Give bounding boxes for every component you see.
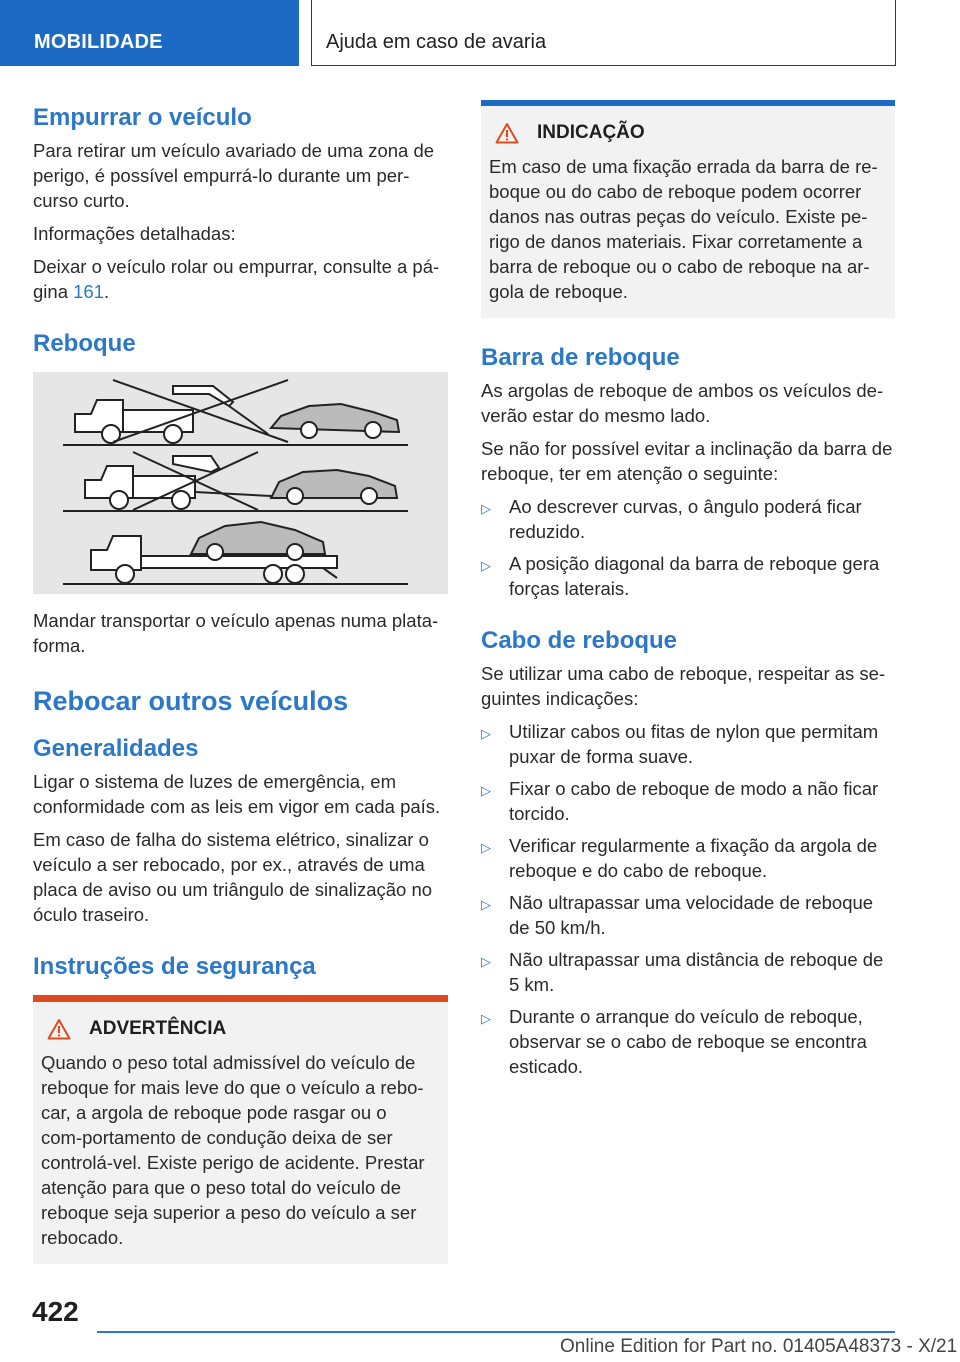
warning-box	[33, 995, 448, 1264]
list-item-text: A posição diagonal da barra de reboque gera forças laterais.	[509, 553, 880, 599]
list-item-text: Durante o arranque do veículo de reboque, observar se o cabo de reboque se encontra esticado.	[509, 1006, 867, 1077]
list-item-text: Fixar o cabo de reboque de modo a não ficar torcido.	[509, 778, 879, 824]
list-item-text: Não ultrapassar uma distância de reboque de 5 km.	[509, 949, 884, 995]
footer-edition: Online Edition for Part no. 01405A48373 - X/21	[560, 1336, 958, 1357]
tow-bar-paragraph-1: As argolas de reboque de ambos os veículos de-verão estar do mesmo lado.	[481, 380, 884, 426]
warning-title: ADVERTÊNCIA	[89, 1018, 227, 1039]
tow-cable-list	[481, 719, 895, 1079]
right-column	[481, 100, 895, 1089]
list-item	[481, 890, 895, 940]
list-item	[481, 494, 895, 544]
triangle-bullet-icon: ▷	[481, 558, 491, 573]
tow-bar-list	[481, 494, 895, 601]
heading-tow-bar: Barra de reboque	[481, 344, 680, 371]
notice-header	[489, 106, 879, 154]
triangle-bullet-icon: ▷	[481, 783, 491, 798]
push-paragraph-1: Para retirar um veículo avariado de uma zona de perigo, é possível empurrá-lo durante um per-curso curto.	[33, 140, 435, 211]
list-item	[481, 947, 895, 997]
heading-general: Generalidades	[33, 735, 199, 762]
heading-safety-instructions: Instruções de segurança	[33, 953, 316, 980]
tow-bar-paragraph-2: Se não for possível evitar a inclinação da barra de reboque, ter em atenção o seguinte:	[481, 438, 893, 484]
triangle-bullet-icon: ▷	[481, 726, 491, 741]
list-item	[481, 551, 895, 601]
heading-tow-cable: Cabo de reboque	[481, 627, 678, 654]
list-item-text: Ao descrever curvas, o ângulo poderá ficar reduzido.	[509, 496, 862, 542]
list-item-text: Não ultrapassar uma velocidade de reboque de 50 km/h.	[509, 892, 874, 938]
triangle-bullet-icon: ▷	[481, 897, 491, 912]
notice-box	[481, 100, 895, 318]
general-paragraph-2: Em caso de falha do sistema elétrico, sinalizar o veículo a ser rebocado, por ex., através de uma placa de aviso ou um triângulo de sinalização no óculo traseiro.	[33, 829, 433, 925]
heading-push-vehicle: Empurrar o veículo	[33, 104, 252, 131]
heading-towing: Reboque	[33, 330, 136, 357]
push-paragraph-3-end: .	[104, 281, 110, 302]
section-tab: MOBILIDADE	[0, 0, 299, 66]
triangle-bullet-icon: ▷	[481, 1011, 491, 1026]
towing-illustration-svg	[33, 372, 448, 594]
warning-header	[41, 1002, 432, 1050]
notice-title: INDICAÇÃO	[537, 122, 645, 143]
push-paragraph-3	[33, 254, 448, 304]
list-item	[481, 719, 895, 769]
triangle-bullet-icon: ▷	[481, 501, 491, 516]
page-header	[0, 0, 960, 66]
towing-caption: Mandar transportar o veículo apenas numa plata-forma.	[33, 610, 439, 656]
list-item	[481, 776, 895, 826]
triangle-bullet-icon: ▷	[481, 840, 491, 855]
list-item	[481, 833, 895, 883]
push-paragraph-2: Informações detalhadas:	[33, 223, 236, 244]
list-item-text: Verificar regularmente a fixação da argola de reboque e do cabo de reboque.	[509, 835, 878, 881]
list-item-text: Utilizar cabos ou fitas de nylon que permitam puxar de forma suave.	[509, 721, 879, 767]
general-paragraph-1: Ligar o sistema de luzes de emergência, em conformidade com as leis em vigor em cada país.	[33, 771, 441, 817]
footer-divider	[97, 1331, 895, 1333]
chapter-title: Ajuda em caso de avaria	[326, 31, 547, 53]
page-number: 422	[32, 1296, 79, 1327]
triangle-bullet-icon: ▷	[481, 954, 491, 969]
list-item	[481, 1004, 895, 1079]
warning-triangle-icon	[47, 1018, 71, 1040]
page-reference-link[interactable]: 161	[73, 281, 104, 302]
row-1-tow-truck-lift	[75, 380, 399, 443]
towing-illustration	[33, 372, 448, 594]
push-paragraph-3-text: Deixar o veículo rolar ou empurrar, consulte a pá-gina	[33, 256, 440, 302]
tow-cable-paragraph-1: Se utilizar uma cabo de reboque, respeitar as se-guintes indicações:	[481, 663, 886, 709]
notice-triangle-icon	[495, 122, 519, 144]
row-3-flatbed	[91, 522, 337, 583]
left-column	[33, 100, 448, 1264]
row-2-tow-truck-bar	[85, 452, 397, 510]
heading-tow-other-vehicles: Rebocar outros veículos	[33, 686, 349, 716]
warning-text: Quando o peso total admissível do veículo de reboque for mais leve do que o veículo a rebo-car, a argola de reboque pode rasgar ou o com-portamento de condução deixa de ser controlá-vel. Existe perigo de acidente. Prestar atenção para que o peso total do veículo de reboque seja superior a peso do veículo a ser rebocado.	[41, 1052, 425, 1248]
notice-text: Em caso de uma fixação errada da barra de re-boque ou do cabo de reboque podem ocorrer danos nas outras peças do veículo. Existe pe-rigo de danos materiais. Fixar corretamente a barra de reboque ou o cabo de reboque na ar-gola de reboque.	[489, 156, 878, 302]
